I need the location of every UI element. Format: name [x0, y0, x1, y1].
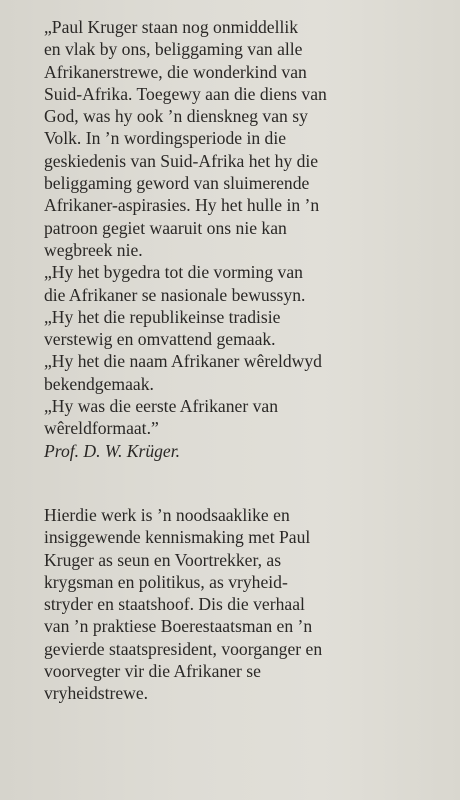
- description-line: gevierde staatspresident, voorganger en: [44, 638, 323, 659]
- quote-line: God, was hy ook ’n dienskneg van sy: [44, 106, 308, 127]
- quote-line: „Hy het die naam Afrikaner wêreldwyd: [44, 351, 322, 372]
- description-line: Kruger as seun en Voortrekker, as: [44, 549, 282, 570]
- quote-line: „Hy het bygedra tot die vorming van: [44, 262, 303, 283]
- quote-line: Volk. In ’n wordingsperiode in die: [44, 128, 287, 149]
- quote-line: bekendgemaak.: [44, 373, 154, 394]
- description-line: vryheidstrewe.: [44, 683, 149, 704]
- description-line: stryder en staatshoof. Dis die verhaal: [44, 594, 305, 615]
- quote-line: Afrikanerstrewe, die wonderkind van: [44, 61, 307, 82]
- description-line: voorvegter vir die Afrikaner se: [44, 661, 261, 682]
- quote-line: „Hy was die eerste Afrikaner van: [44, 396, 278, 417]
- quote-line: Suid-Afrika. Toegewy aan die diens van: [44, 83, 327, 104]
- quote-block: [44, 16, 446, 462]
- quote-line: geskiedenis van Suid-Afrika het hy die: [44, 150, 319, 171]
- quote-line: wêreldformaat.”: [44, 418, 159, 439]
- description-line: insiggewende kennismaking met Paul: [44, 527, 311, 548]
- description-line: Hierdie werk is ’n noodsaaklike en: [44, 504, 290, 525]
- quote-line: verstewig en omvattend gemaak.: [44, 329, 276, 350]
- quote-line: beliggaming geword van sluimerende: [44, 173, 310, 194]
- section-spacer: [44, 462, 446, 504]
- book-description: [44, 504, 446, 705]
- quote-line: die Afrikaner se nasionale bewussyn.: [44, 284, 306, 305]
- description-line: krygsman en politikus, as vryheid-: [44, 571, 288, 592]
- quote-attribution: Prof. D. W. Krüger.: [44, 440, 181, 461]
- quote-line: en vlak by ons, beliggaming van alle: [44, 39, 303, 60]
- quote-line: patroon gegiet waaruit ons nie kan: [44, 217, 287, 238]
- quote-line: „Hy het die republikeinse tradisie: [44, 306, 281, 327]
- quote-line: Afrikaner-aspirasies. Hy het hulle in ’n: [44, 195, 320, 216]
- quote-line: „Paul Kruger staan nog onmiddellik: [44, 17, 299, 37]
- quote-line: wegbreek nie.: [44, 239, 143, 260]
- description-line: van ’n praktiese Boerestaatsman en ’n: [44, 616, 313, 637]
